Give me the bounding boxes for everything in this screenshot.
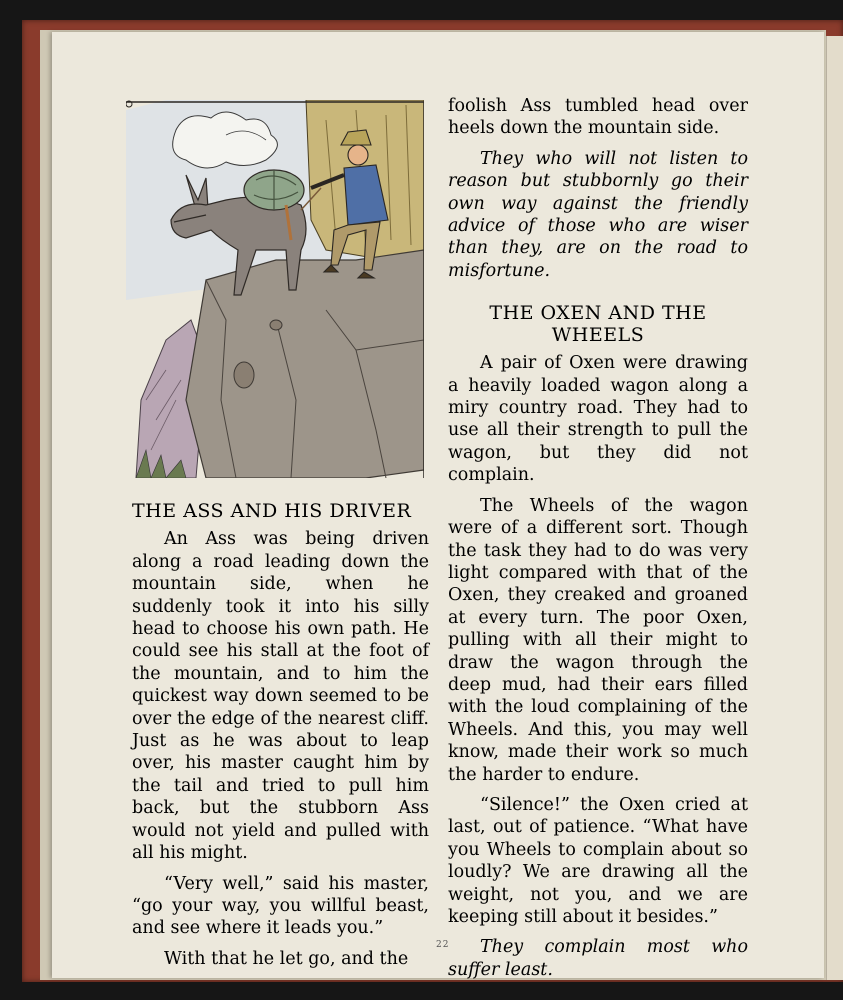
next-page-edge bbox=[826, 36, 843, 980]
left-column bbox=[132, 500, 429, 978]
paragraph: A pair of Oxen were drawing a heavily loaded wagon along a miry country road. They had to use all their strength to pull the wagon, but they did not complain. bbox=[448, 353, 748, 486]
page-number: 22 bbox=[436, 940, 450, 950]
ass-and-driver-illustration bbox=[126, 100, 424, 478]
moral-oxen-wheels: They complain most who suffer least. bbox=[448, 937, 748, 980]
paragraph: The Wheels of the wagon were of a different sort. Though the task they had to do was very light compared with that of the Oxen, they creaked and groaned at every turn. The poor Oxen, pulling with all their might to draw the wagon through the deep mud, had their ears filled with the loud complaining of the Wheels. And this, you may well know, made their work so much the harder to endure. bbox=[448, 495, 748, 785]
paragraph: An Ass was being driven along a road leading down the mountain side, when he suddenly took it into his silly head to choose his own path. He could see his stall at the foot of the mountain, and to him the quickest way down seemed to be over the edge of the nearest cliff. Just as he was about to leap over, his master caught him by the tail and tried to pull him back, but the stubborn Ass would not yield and pulled with all his might. bbox=[132, 529, 429, 864]
moral-ass-driver: They who will not listen to reason but stubbornly go their own way against the friendly advice of those who are wiser than they, are on the road to misfortune. bbox=[448, 148, 748, 281]
paragraph: With that he let go, and the bbox=[164, 948, 409, 969]
paragraph: “Silence!” the Oxen cried at last, out of patience. “What have you Wheels to complain about so loudly? We are drawing all the weight, not you, and we are keeping still about it besides.” bbox=[448, 794, 748, 927]
story-title-oxen-wheels: THE OXEN AND THE WHEELS bbox=[489, 302, 707, 347]
story-title-ass-driver: THE ASS AND HIS DRIVER bbox=[132, 500, 412, 522]
right-column bbox=[448, 95, 748, 989]
paragraph: “Very well,” said his master, “go your way, you willful beast, and see where it leads you.” bbox=[132, 873, 429, 939]
paragraph-continuation: foolish Ass tumbled head over heels down the mountain side. bbox=[448, 96, 748, 139]
